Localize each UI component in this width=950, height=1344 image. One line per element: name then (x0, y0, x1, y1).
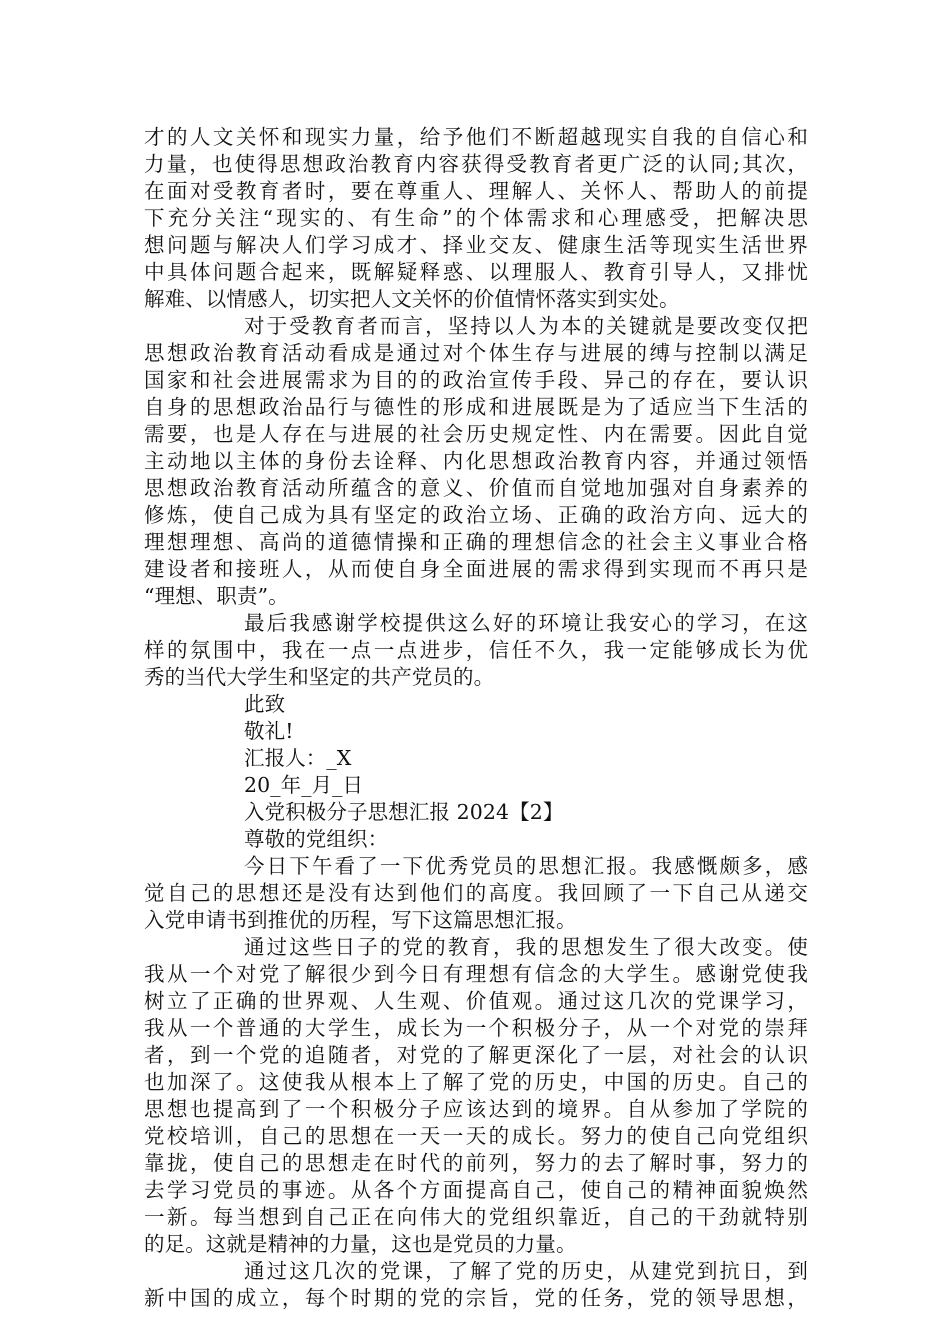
text-line: 入党申请书到推优的历程，写下这篇思想汇报。 (144, 908, 577, 932)
text-line: 思想也提高到了一个积极分子应该达到的境界。自从参加了学院的 (144, 1097, 808, 1121)
text-line: 者，到一个党的追随者，对党的了解更深化了一层，对社会的认识 (144, 1043, 808, 1067)
text-line: 国家和社会进展需求为目的的政治宣传手段、异己的存在，要认识 (144, 368, 808, 392)
text-line: 党校培训，自己的思想在一天一天的成长。努力的使自己向党组织 (144, 1124, 808, 1148)
text-line: “理想、职责”。 (144, 584, 289, 608)
text-line: 思想政治教育活动所蕴含的意义、价值而自觉地加强对自身素养的 (144, 476, 808, 500)
text-line: 主动地以主体的身份去诠释、内化思想政治教育内容，并通过领悟 (144, 449, 808, 473)
text-line: 通过这几次的党课，了解了党的历史，从建党到抗日，到 (244, 1259, 808, 1283)
text-line: 需要，也是人存在与进展的社会历史规定性、内在需要。因此自觉 (144, 422, 808, 446)
closing-salutation: 此致 (244, 692, 286, 716)
text-line: 解难、以情感人，切实把人文关怀的价值情怀落实到实处。 (144, 287, 680, 311)
text-line: 想问题与解决人们学习成才、择业交友、健康生活等现实生活世界 (144, 233, 808, 257)
text-line: 力量，也使得思想政治教育内容获得受教育者更广泛的认同;其次， (144, 152, 808, 176)
text-line: 样的氛围中，我在一点一点进步，信任不久，我一定能够成长为优 (144, 638, 808, 662)
reporter-signature: 汇报人：_X (244, 746, 352, 770)
text-line: 最后我感谢学校提供这么好的环境让我安心的学习，在这 (244, 611, 808, 635)
text-line: 下充分关注“现实的、有生命”的个体需求和心理感受，把解决思 (144, 206, 808, 230)
text-line: 也加深了。这使我从根本上了解了党的历史，中国的历史。自己的 (144, 1070, 808, 1094)
text-line: 修炼，使自己成为具有坚定的政治立场、正确的政治方向、远大的 (144, 503, 808, 527)
text-line: 去学习党员的事迹。从各个方面提高自己，使自己的精神面貌焕然 (144, 1178, 808, 1202)
text-line: 通过这些日子的党的教育，我的思想发生了很大改变。使 (244, 935, 808, 959)
text-line: 理想理想、高尚的道德情操和正确的理想信念的社会主义事业合格 (144, 530, 808, 554)
text-line: 中具体问题合起来，既解疑释惑、以理服人、教育引导人，又排忧 (144, 260, 808, 284)
section-title: 入党积极分子思想汇报 2024【2】 (244, 800, 564, 824)
text-line: 我从一个对党了解很少到今日有理想有信念的大学生。感谢党使我 (144, 962, 808, 986)
report-date: 20_年_月_日 (244, 773, 364, 797)
text-line: 建设者和接班人，从而使自身全面进展的需求得到实现而不再只是 (144, 557, 808, 581)
text-line: 自身的思想政治品行与德性的形成和进展既是为了适应当下生活的 (144, 395, 808, 419)
text-line: 秀的当代大学生和坚定的共产党员的。 (144, 665, 495, 689)
text-line: 我从一个普通的大学生，成长为一个积极分子，从一个对党的崇拜 (144, 1016, 808, 1040)
text-line: 才的人文关怀和现实力量，给予他们不断超越现实自我的自信心和 (144, 125, 808, 149)
text-line: 树立了正确的世界观、人生观、价值观。通过这几次的党课学习， (144, 989, 808, 1013)
text-line: 在面对受教育者时，要在尊重人、理解人、关怀人、帮助人的前提 (144, 179, 808, 203)
text-line: 觉自己的思想还是没有达到他们的高度。我回顾了一下自己从递交 (144, 881, 808, 905)
closing-regards: 敬礼! (244, 719, 294, 743)
text-line: 对于受教育者而言，坚持以人为本的关键就是要改变仅把 (244, 314, 808, 338)
text-line: 靠拢，使自己的思想走在时代的前列，努力的去了解时事，努力的 (144, 1151, 808, 1175)
text-line: 一新。每当想到自己正在向伟大的党组织靠近，自己的干劲就特别 (144, 1205, 808, 1229)
text-line: 思想政治教育活动看成是通过对个体生存与进展的缚与控制以满足 (144, 341, 808, 365)
text-line: 今日下午看了一下优秀党员的思想汇报。我感慨颇多，感 (244, 854, 808, 878)
greeting: 尊敬的党组织： (244, 827, 389, 851)
text-line: 的足。这就是精神的力量，这也是党员的力量。 (144, 1232, 577, 1256)
text-line: 新中国的成立，每个时期的党的宗旨，党的任务，党的领导思想， (144, 1286, 808, 1310)
